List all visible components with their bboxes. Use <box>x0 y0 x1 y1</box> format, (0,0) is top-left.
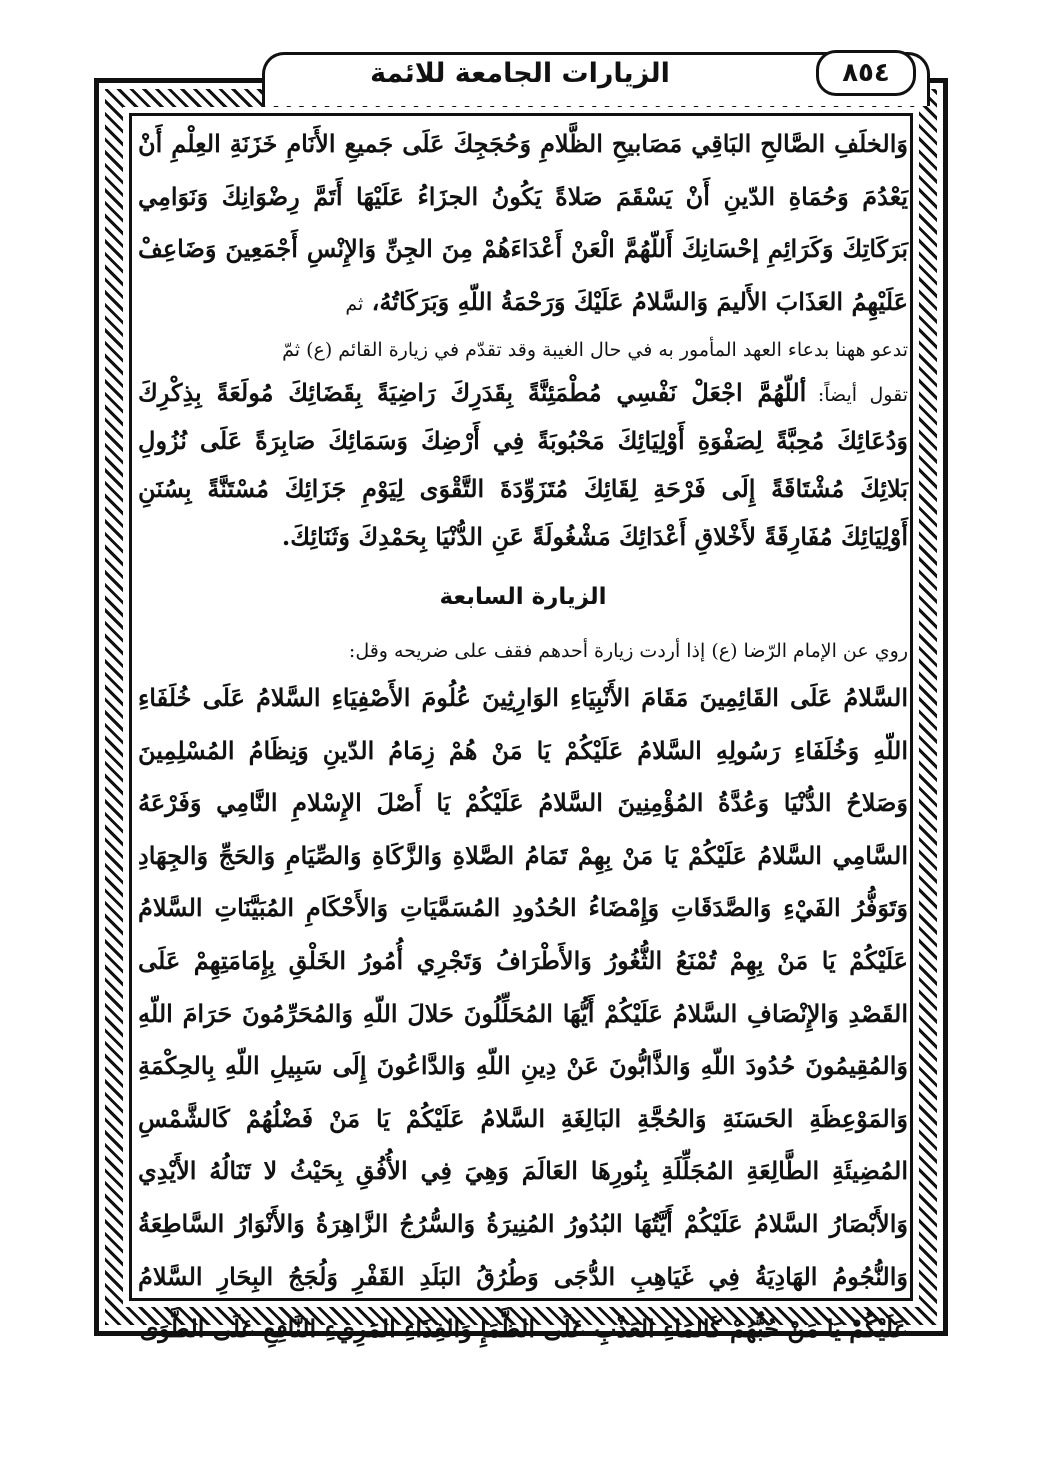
page-body <box>138 118 908 1356</box>
instruction-note: تدعو ههنا بدعاء العهد المأمور به في حال الغيبة وقد تقدّم في زيارة القائم (ع) ثمّ <box>282 339 908 361</box>
prayer-text: وَالخلَفِ الصَّالحِ البَاقِي مَصَابيحِ الظَّلامِ وَحُجَجِكَ عَلَى جَميعِ الأَنَامِ خَزَنَةِ العِلْمِ أَنْ يَعْدُمَ وَحُمَاةِ الدّينِ أَنْ يَسْقَمَ صَلاةً يَكُونُ الجزَاءُ عَلَيْهَا أَتَمَّ رِضْوَانِكَ وَنَوَامِي بَرَكَاتِكَ وَكَرَائِمِ إحْسَانِكَ أَللّهُمَّ الْعَنْ أَعْدَاءَهُمْ مِنَ الجِنِّ وَالإِنْسِ أَجْمَعِينَ وَضَاعِفْ عَلَيْهِمُ العَذَابَ الأَليمَ وَالسَّلامُ عَلَيْكَ وَرَحْمَةُ اللّهِ وَبَرَكَاتُهُ، <box>138 129 908 316</box>
supplication-text: أللّهُمَّ اجْعَلْ نَفْسِي مُطْمَئِنَّةً بِقَدَرِكَ رَاضِيَةً بِقَضَائِكَ مُولَعَةً بِذِكْرِكَ وَدُعَائِكَ مُحِبَّةً لِصَفْوَةِ أَوْلِيَائِكَ مَحْبُوبَةً فِي أَرْضِكَ وَسَمَائِكَ صَابِرَةً عَلَى نُزُولِ بَلائِكَ مُشْتَاقَةً إِلَى فَرْحَةِ لِقَائِكَ مُتَزَوِّدَةَ التَّقْوَى لِيَوْمِ جَزَائِكَ مُسْتَنَّةً بِسُنَنِ أَوْلِيَائِكَ مُفَارِقَةً لأَخْلاقِ أَعْدَائِكَ مَشْغُولَةً عَنِ الدُّنْيَا بِحَمْدِكَ وَثَنَائِكَ. <box>138 378 909 551</box>
page-title: الزيارات الجامعة للائمة <box>370 58 670 89</box>
ziyara-text: السَّلامُ عَلَى القَائِمِينَ مَقَامَ الأَنْبِيَاءِ الوَارِثِينَ عُلُومَ الأَصْفِيَاءِ السَّلامُ عَلَى خُلَفَاءِ اللّهِ وَخُلَفَاءِ رَسُولِهِ السَّلامُ عَلَيْكُمْ يَا مَنْ هُمْ زِمَامُ الدّينِ وَنِظَامُ المُسْلِمِينَ وَصَلاحُ الدُّنْيَا وَعُدَّةُ المُؤْمِنِينَ السَّلامُ عَلَيْكُمْ يَا أَصْلَ الإِسْلامِ النَّامِي وَفَرْعَهُ السَّامِي السَّلامُ عَلَيْكُمْ يَا مَنْ بِهِمْ تَمَامُ الصَّلاةِ وَالزَّكَاةِ وَالصِّيَامِ وَالحَجِّ وَالجِهَادِ وَتَوَفُّرُ الفَيْءِ وَالصَّدَقَاتِ وَإِمْضَاءُ الحُدُودِ المُسَمَّيَاتِ وَالأَحْكَامِ المُبَيَّنَاتِ السَّلامُ عَلَيْكُمْ يَا مَنْ بِهِمْ تُمْنَعُ الثُّغُورُ وَالأَطْرَافُ وَتَجْرِي أُمُورُ الخَلْقِ بِإِمَامَتِهِمْ عَلَى القَصْدِ وَالإِنْصَافِ السَّلامُ عَلَيْكُمْ أَيُّهَا المُحَلِّلُونَ حَلالَ اللّهِ وَالمُحَرِّمُونَ حَرَامَ اللّهِ وَالمُقِيمُونَ حُدُودَ اللّهِ وَالذَّابُّونَ عَنْ دِينِ اللّهِ وَالدَّاعُونَ إِلَى سَبِيلِ اللّهِ بِالحِكْمَةِ وَالمَوْعِظَةِ الحَسَنَةِ وَالحُجَّةِ البَالِغَةِ السَّلامُ عَلَيْكُمْ يَا مَنْ فَضْلُهُمْ كَالشَّمْسِ المُضِيئَةِ الطَّالِعَةِ المُجَلِّلَةِ بِنُورِهَا العَالَمَ وَهِيَ فِي الأُفُقِ بِحَيْثُ لا تَنَالُهُ الأَيْدِي وَالأَبْصَارُ السَّلامُ عَلَيْكُمْ أَيَّتُهَا البُدُورُ المُنِيرَةُ وَالسُّرُجُ الزَّاهِرَةُ وَالأَنْوَارُ السَّاطِعَةُ وَالنُّجُومُ الهَادِيَةُ فِي غَيَاهِبِ الدُّجَى وَطُرُقُ البَلَدِ القَفْرِ وَلُجَجُ البِحَارِ السَّلامُ عَلَيْكُمْ يَا مَنْ حُبُّهُمْ كَالمَاءِ العَذْبِ عَلَى الظَّمَإِ وَالغِذَاءِ المَرِيءِ النَّافِعِ عَلَى الطَّوَى <box>138 683 909 1344</box>
section-heading: الزيارة السابعة <box>439 584 607 610</box>
then-word: ثم <box>345 292 364 315</box>
supplication-paragraph <box>138 370 908 562</box>
page-number: ٨٥٤ <box>816 50 916 96</box>
say-also-label: تقول أيضاً: <box>817 384 908 406</box>
prayer-ending <box>138 118 908 330</box>
ziyara-intro: روي عن الإمام الرّضا (ع) إذا أردت زيارة أحدهم فقف على ضريحه وقل: <box>348 640 908 662</box>
